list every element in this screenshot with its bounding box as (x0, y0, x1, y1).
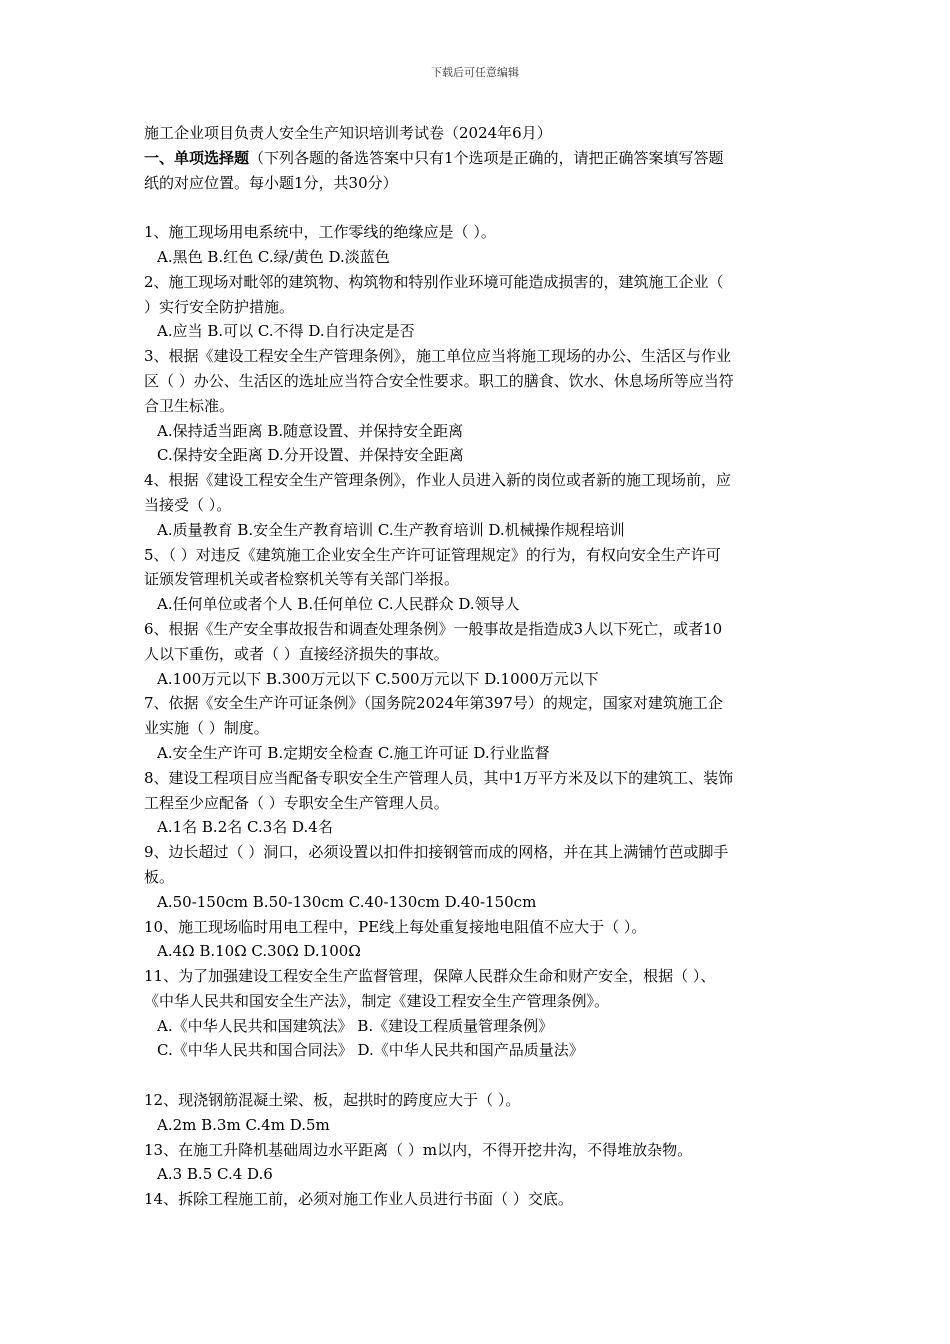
question-14 (144, 1187, 808, 1212)
question-text: ）实行安全防护措施。 (144, 297, 295, 316)
question-1 (144, 220, 808, 270)
question-text: 4、根据《建设工程安全生产管理条例》，作业人员进入新的岗位或者新的施工现场前，应 (144, 471, 732, 490)
question-5 (144, 543, 808, 617)
question-options: A.黑色 B.红色 C.绿/黄色 D.淡蓝色 (157, 247, 390, 266)
question-9 (144, 840, 808, 914)
question-text: 10、施工现场临时用电工程中，PE线上每处重复接地电阻值不应大于（ ）。 (144, 917, 647, 936)
question-text: 工程至少应配备（ ）专职安全生产管理人员。 (144, 793, 449, 812)
section-intro (144, 146, 808, 171)
question-options: C.《中华人民共和国合同法》 D.《中华人民共和国产品质量法》 (157, 1041, 584, 1060)
question-text: 8、建设工程项目应当配备专职安全生产管理人员，其中1万平方米及以下的建筑工、装饰 (144, 768, 734, 787)
question-text: 9、边长超过（ ）洞口，必须设置以扣件扣接钢管而成的网格，并在其上满铺竹芭或脚手 (144, 843, 729, 862)
question-2 (144, 270, 808, 344)
question-options: C.保持安全距离 D.分开设置、并保持安全距离 (157, 446, 464, 465)
question-text: 人以下重伤，或者（ ）直接经济损失的事故。 (144, 644, 449, 663)
page-header: 下载后可任意编辑 (431, 66, 519, 79)
question-text: 2、施工现场对毗邻的建筑物、构筑物和特别作业环境可能造成损害的，建筑施工企业（ (144, 272, 724, 291)
question-options: A.任何单位或者个人 B.任何单位 C.人民群众 D.领导人 (157, 595, 520, 614)
question-10 (144, 915, 808, 965)
question-text: 当接受（ ）。 (144, 495, 232, 514)
question-6 (144, 617, 808, 691)
question-text: 《中华人民共和国安全生产法》，制定《建设工程安全生产管理条例》。 (144, 991, 610, 1010)
question-13 (144, 1138, 808, 1188)
question-text: 11、为了加强建设工程安全生产监督管理，保障人民群众生命和财产安全，根据（ ）、 (144, 967, 716, 986)
spacer (144, 1063, 808, 1088)
question-options: A.3 B.5 C.4 D.6 (157, 1165, 273, 1184)
question-text: 14、拆除工程施工前，必须对施工作业人员进行书面（ ）交底。 (144, 1190, 573, 1209)
section-note-1: （下列各题的备选答案中只有1个选项是正确的，请把正确答案填写答题 (249, 148, 724, 167)
question-7 (144, 691, 808, 765)
question-options: A.2m B.3m C.4m D.5m (157, 1115, 330, 1134)
question-text: 6、根据《生产安全事故报告和调查处理条例》一般事故是指造成3人以下死亡，或者10 (144, 619, 723, 638)
question-8 (144, 766, 808, 840)
question-text: 合卫生标准。 (144, 396, 235, 415)
question-options: A.《中华人民共和国建筑法》 B.《建设工程质量管理条例》 (157, 1016, 554, 1035)
question-text: 业实施（ ）制度。 (144, 719, 269, 738)
question-options: A.1名 B.2名 C.3名 D.4名 (157, 818, 333, 837)
question-text: 7、依据《安全生产许可证条例》（国务院2024年第397号）的规定，国家对建筑施工企 (144, 694, 723, 713)
question-options: A.4Ω B.10Ω C.30Ω D.100Ω (157, 942, 361, 961)
section-heading: 一、单项选择题 (144, 148, 250, 167)
question-4 (144, 468, 808, 542)
question-options: A.质量教育 B.安全生产教育培训 C.生产教育培训 D.机械操作规程培训 (157, 520, 625, 539)
question-text: 1、施工现场用电系统中，工作零线的绝缘应是（ ）。 (144, 223, 496, 242)
question-11 (144, 964, 808, 1063)
exam-content (144, 121, 808, 1212)
question-3 (144, 344, 808, 468)
question-options: A.保持适当距离 B.随意设置、并保持安全距离 (157, 421, 464, 440)
question-text: 板。 (144, 867, 175, 886)
question-options: A.50-150cm B.50-130cm C.40-130cm D.40-150cm (157, 892, 537, 911)
spacer (144, 195, 808, 220)
question-text: 区（ ）办公、生活区的选址应当符合安全性要求。职工的膳食、饮水、休息场所等应当符 (144, 371, 734, 390)
question-12 (144, 1088, 808, 1138)
question-text: 5、（ ）对违反《建筑施工企业安全生产许可证管理规定》的行为，有权向安全生产许可 (144, 545, 721, 564)
question-list (144, 220, 808, 1212)
question-options: A.100万元以下 B.300万元以下 C.500万元以下 D.1000万元以下 (157, 669, 599, 688)
question-text: 13、在施工升降机基础周边水平距离（ ）m以内，不得开挖井沟，不得堆放杂物。 (144, 1140, 693, 1159)
question-text: 证颁发管理机关或者检察机关等有关部门举报。 (144, 570, 460, 589)
question-text: 12、现浇钢筋混凝土梁、板，起拱时的跨度应大于（ ）。 (144, 1091, 521, 1110)
exam-title: 施工企业项目负责人安全生产知识培训考试卷（2024年6月） (144, 124, 552, 142)
question-options: A.应当 B.可以 C.不得 D.自行决定是否 (157, 322, 415, 341)
question-text: 3、根据《建设工程安全生产管理条例》，施工单位应当将施工现场的办公、生活区与作业 (144, 347, 732, 366)
section-note-2: 纸的对应位置。每小题1分，共30分） (144, 173, 398, 192)
question-options: A.安全生产许可 B.定期安全检查 C.施工许可证 D.行业监督 (157, 743, 550, 762)
